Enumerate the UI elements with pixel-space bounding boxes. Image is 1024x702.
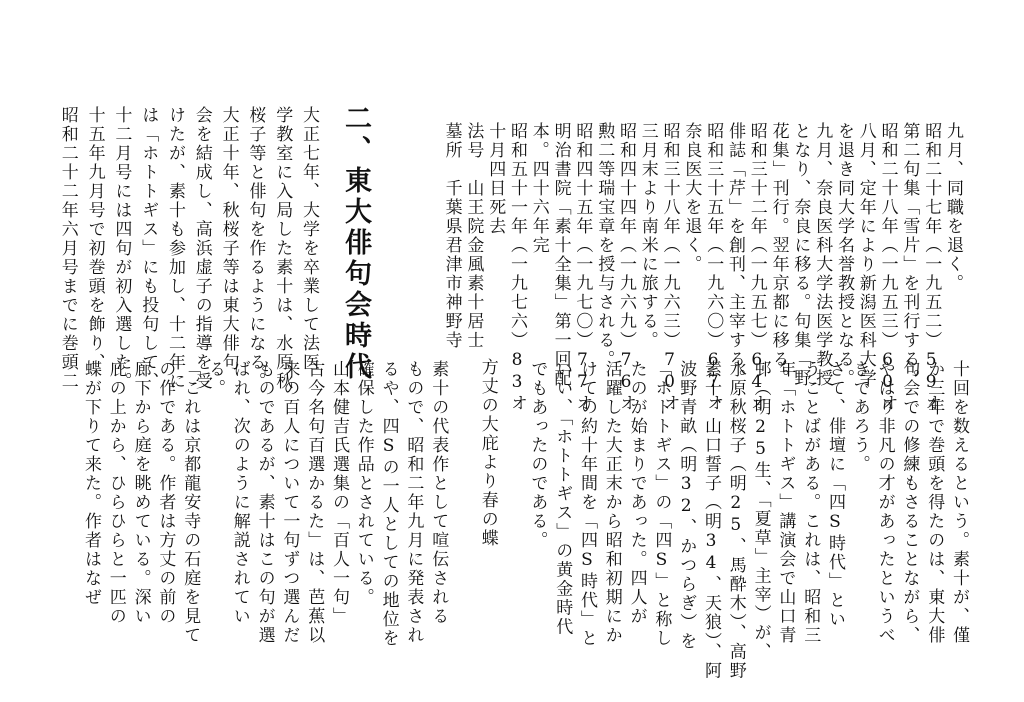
top-left-line: 桜子等と俳句を作るようになる。 xyxy=(245,106,266,391)
bottom-line: もので、昭和二年九月に発表され xyxy=(403,360,424,645)
top-right-line: 昭和四十四年（一九六九）76オ xyxy=(616,122,636,413)
section-heading: 二、東大俳句会時代 xyxy=(340,104,371,383)
top-right-line: 俳誌「芹」を創刊、主宰する。 xyxy=(725,122,745,388)
top-right-line: 法号 山王院金風素十居士 xyxy=(463,122,484,350)
top-right-line: 十月四日死去 xyxy=(485,122,506,236)
top-right-line: 昭和五十一年（一九七六）83オ xyxy=(507,122,527,413)
bottom-line: 方丈の大庇より春の蝶 xyxy=(477,358,498,548)
bottom-line: 山本健吉氏選集の「百人一句」 xyxy=(329,360,349,626)
bottom-line: ばれ、次のように解説されてい xyxy=(229,360,250,626)
top-left-line: 十二月号には四句が初入選した。 xyxy=(111,106,132,391)
bottom-line: さて、俳壇に「四S時代」とい xyxy=(825,360,845,629)
top-right-line: 昭和二十七年（一九五二）59オ xyxy=(921,122,942,413)
bottom-line: 古今名句百選かるた」は、芭蕉以 xyxy=(304,360,325,645)
bottom-line: の作である。作者は方丈の前の xyxy=(155,360,176,626)
top-right-line: 墓所 千葉県君津市神野寺 xyxy=(441,122,462,350)
bottom-line: 「これは京都龍安寺の石庭を見て xyxy=(180,360,201,645)
bottom-line: けての約十年間を「四S時代」と xyxy=(577,360,597,648)
top-left-line: 会を結成し、高浜虚子の指導を受 xyxy=(191,106,212,391)
bottom-line: 水原秋桜子（明25、馬酔木）、高野 xyxy=(725,360,746,681)
bottom-line: でもあったのである。 xyxy=(527,360,548,550)
bottom-line: やはり非凡の才があったというべ xyxy=(874,360,895,645)
top-right-line: 昭和四十五年（一九七〇）77オ xyxy=(572,122,593,413)
top-right-line: 昭和二十八年（一九五三）60オ xyxy=(877,122,898,413)
top-right-line: 九月、奈良医科大学法医学教授 xyxy=(812,122,833,388)
bottom-line: 十回を数えるという。素十が、僅 xyxy=(949,360,969,645)
top-right-line: 奈良医大を退く。 xyxy=(681,122,702,274)
top-right-line: 八月、定年により新潟医科大学 xyxy=(855,122,876,388)
bottom-line: 庇の上から、ひらひらと一匹の xyxy=(105,360,126,626)
top-left-line: 大正七年、大学を卒業して法医 xyxy=(299,106,319,372)
bottom-line: 句会での修練もさることながら、 xyxy=(899,360,920,645)
bottom-line: か三年で巻頭を得たのは、東大俳 xyxy=(924,360,945,645)
top-right-line: 昭和三十八年（一九六三）70オ xyxy=(659,122,680,413)
bottom-line: 邨（明25生、「夏草」主宰）が、 xyxy=(750,360,771,662)
top-right-line: 昭和三十五年（一九六〇）67オ xyxy=(703,122,724,413)
top-left-line: 学教室に入局した素十は、水原秋 xyxy=(272,106,293,391)
top-left-line: 昭和二十二年六月号までに巻頭二 xyxy=(57,106,78,391)
bottom-line: 波野青畝（明32、かつらぎ）を xyxy=(676,360,697,651)
bottom-line: たのが始まりであった。四人が xyxy=(626,360,647,626)
top-right-line: となり、奈良に移る。句集「野 xyxy=(790,122,811,388)
top-right-line: 明治書院「素十全集」第一回配 xyxy=(550,122,571,388)
bottom-line: 活躍した大正末から昭和初期にか xyxy=(601,360,622,645)
top-left-line: けたが、素十も参加し、十二年に xyxy=(165,106,185,391)
bottom-line: 廊下から庭を眺めている。深い xyxy=(130,360,151,626)
bottom-line: 来の百人について一句ずつ選んだ xyxy=(279,360,300,645)
top-left-line: 十五年九月号で初巻頭を飾り、 xyxy=(84,106,105,372)
bottom-line: 蝶が下りて来た。作者はなぜ xyxy=(81,360,101,607)
bottom-line: るや、四Sの一人としての地位を xyxy=(378,360,399,648)
top-right-line: 昭和三十二年（一九五七）64オ xyxy=(746,122,767,413)
top-right-line: 勲二等瑞宝章を授与される。 xyxy=(594,122,615,369)
bottom-line: きであろう。 xyxy=(849,360,870,474)
top-right-line: 第二句集「雪片」を刊行する。 xyxy=(899,122,920,388)
top-right-line: 九月、同職を退く。 xyxy=(943,122,963,293)
bottom-line: 素十の代表作として喧伝される xyxy=(428,360,449,626)
top-left-line: は「ホトトギス」にも投句して、 xyxy=(138,106,159,391)
top-right-line: 三月末より南米に旅する。 xyxy=(637,122,658,350)
top-left-line: 大正十年、秋桜子等は東大俳句 xyxy=(218,106,239,372)
bottom-line: 確保した作品とされている。 xyxy=(353,360,374,607)
top-right-line: を退き同大学名誉教授となる。 xyxy=(834,122,854,388)
bottom-line: ものであるが、素十はこの句が選 xyxy=(254,360,275,645)
bottom-line: 素十、山口誓子（明34、天狼）、阿 xyxy=(701,360,721,681)
bottom-line: いい、「ホトトギス」の黄金時代 xyxy=(552,360,573,637)
bottom-line: うことばがある。これは、昭和三 xyxy=(800,360,821,645)
bottom-line: 「ホトトギス」の「四S」と称し xyxy=(651,360,672,648)
bottom-line: る。 xyxy=(205,360,225,398)
top-right-line: 花集」刊行。翌年京都に移る。 xyxy=(768,122,789,388)
bottom-line: 年「ホトトギス」講演会で山口青 xyxy=(775,360,796,645)
top-right-line: 本。四十六年完 xyxy=(528,122,549,255)
